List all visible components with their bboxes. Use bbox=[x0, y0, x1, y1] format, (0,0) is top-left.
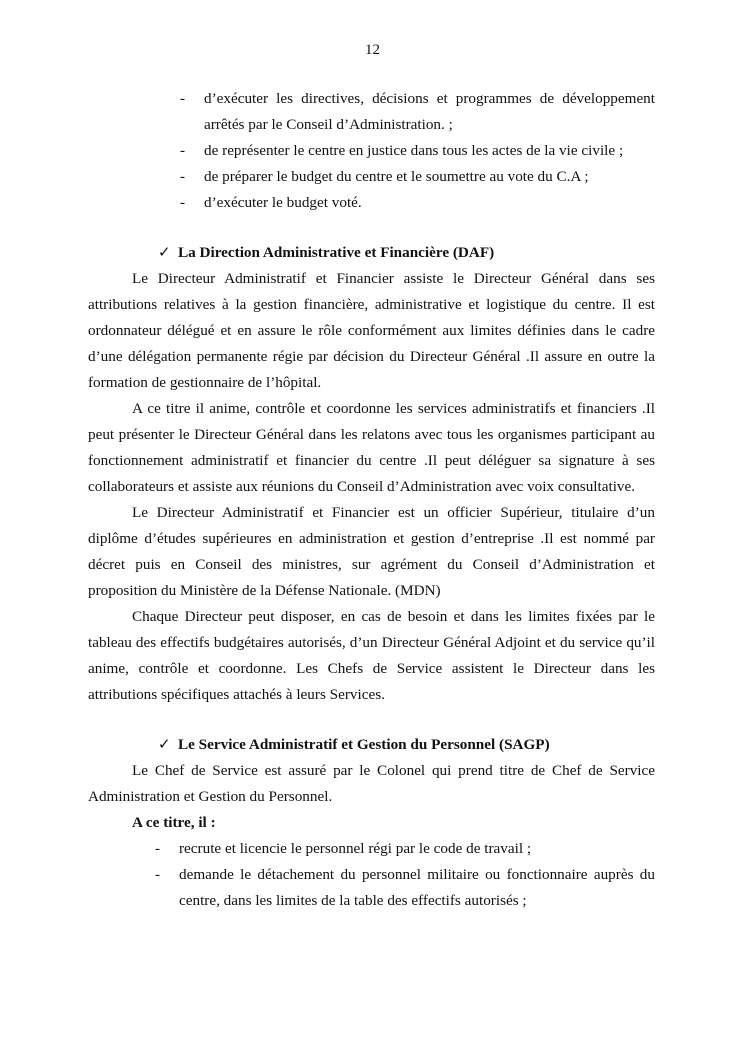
paragraph: A ce titre il anime, contrôle et coordonne les services administratifs et financiers .Il peut présenter le Directeur Général dans les relatons avec tous les organismes participant au fonctionnement administratif et financier du centre .Il peut déléguer sa signature à ses collaborateurs et assiste aux réunions du Conseil d’Administration avec voix consultative. bbox=[88, 400, 655, 495]
heading-text: La Direction Administrative et Financière (DAF) bbox=[178, 244, 495, 261]
list-item-text: d’exécuter les directives, décisions et programmes de développement arrêtés par le Conseil d’Administration. ; bbox=[204, 90, 655, 133]
list-item-text: recrute et licencie le personnel régi par le code de travail ; bbox=[179, 840, 532, 857]
list-dash: - bbox=[180, 194, 186, 211]
page-number: 12 bbox=[365, 42, 380, 58]
list-item bbox=[180, 86, 655, 138]
list-item bbox=[180, 190, 655, 216]
list-dash: - bbox=[180, 90, 186, 107]
checkmark-icon: ✓ bbox=[158, 736, 171, 753]
list-item-text: demande le détachement du personnel militaire ou fonctionnaire auprès du centre, dans les limites de la table des effectifs autorisés ; bbox=[179, 866, 655, 909]
paragraph: Chaque Directeur peut disposer, en cas de besoin et dans les limites fixées par le tableau des effectifs budgétaires autorisés, d’un Directeur Général Adjoint et du service qu’il anime, contrôle et coordonne. Les Chefs de Service assistent le Directeur dans les attributions spécifiques attachés à leurs Services. bbox=[88, 608, 655, 703]
list-item-text: de préparer le budget du centre et le soumettre au vote du C.A ; bbox=[204, 168, 589, 185]
lead-text: A ce titre, il : bbox=[132, 814, 216, 831]
list-item bbox=[180, 164, 655, 190]
list-item-text: de représenter le centre en justice dans tous les actes de la vie civile ; bbox=[204, 142, 624, 159]
list-item-text: d’exécuter le budget voté. bbox=[204, 194, 362, 211]
paragraph: Le Directeur Administratif et Financier est un officier Supérieur, titulaire d’un diplôme d’études supérieures en administration et gestion d’entreprise .Il est nommé par décret puis en Conseil des ministres, sur agrément du Conseil d’Administration et proposition du Ministère de la Défense Nationale. (MDN) bbox=[88, 504, 655, 599]
list-dash: - bbox=[180, 168, 186, 185]
section-heading-sagp bbox=[158, 732, 550, 758]
heading-text: Le Service Administratif et Gestion du Personnel (SAGP) bbox=[178, 736, 550, 753]
paragraph: Le Chef de Service est assuré par le Colonel qui prend titre de Chef de Service Administration et Gestion du Personnel. bbox=[88, 762, 655, 805]
list-dash: - bbox=[155, 866, 161, 883]
list-dash: - bbox=[155, 840, 161, 857]
paragraph: Le Directeur Administratif et Financier assiste le Directeur Général dans ses attributions relatives à la gestion financière, administrative et logistique du centre. Il est ordonnateur délégué et en assure le rôle conformément aux limites définies dans le cadre d’une délégation permanente régie par décision du Directeur Général .Il assure en outre la formation de gestionnaire de l’hôpital. bbox=[88, 270, 655, 391]
list-item bbox=[180, 138, 655, 164]
list-dash: - bbox=[180, 142, 186, 159]
section-heading-daf bbox=[158, 240, 494, 266]
list-item bbox=[155, 862, 655, 914]
checkmark-icon: ✓ bbox=[158, 244, 171, 261]
list-item bbox=[155, 836, 655, 862]
